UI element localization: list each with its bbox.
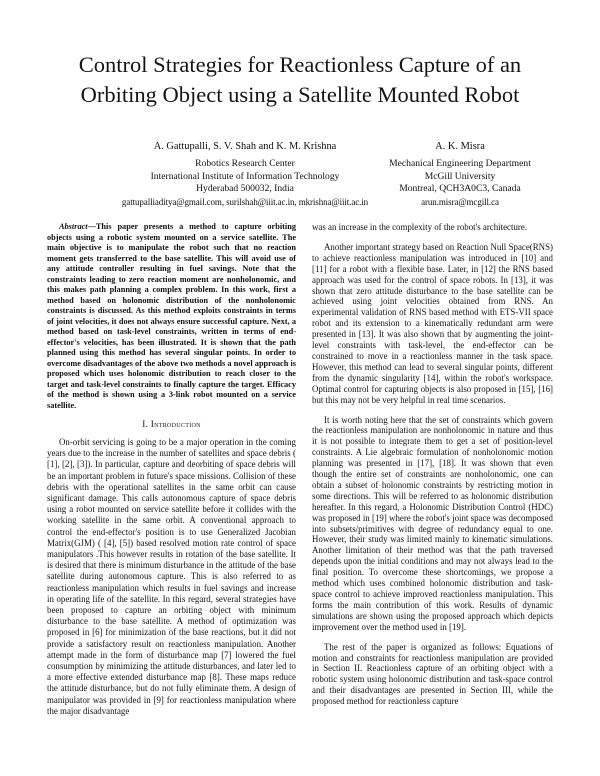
affiliation-line: Mechanical Engineering Department — [389, 157, 531, 169]
paragraph: It is worth noting here that the set of constraints which govern the reactionless manipulation are nonholonomic in nature and thus it is not possible to integrate them to get a set of position-level constraints. A Lie algebraic formulation of nonholonomic motion planning was presented in [17], [18]. It was shown that even though the entire set of constraints are nonholonomic, one can obtain a subset of holonomic constraints by restricting motion in some directions. This will be referred to as holonomic distribution hereafter. In this regard, a Holonomic Distribution Control (HDC) was proposed in [19] where the robot's joint space was decomposed into subsets/primitives with degree of redundancy equal to one. However, their study was limited mainly to kinematic simulations. Another limitation of their method was that the path traversed depends upon the initial conditions and may not always lead to the final position. To overcome these shortcomings, we propose a method which uses combined holonomic distribution and task-space control to achieve improved reactionless manipulation. This forms the main contribution of this work. Results of dynamic simulations are shown using the proposed approach which depicts improvement over the method used in [19]. — [312, 414, 553, 632]
author-email: gattupalliaditya@gmail.com, surilshah@iiit.ac.in, mkrishna@iiit.ac.in — [121, 197, 369, 208]
abstract-text: —This paper presents a method to capture orbiting objects using a robotic system mounted on a service satellite. The main objective is to manipulate the robot such that no reaction moment gets transferred to the base satellite. This will avoid use of any attitude controller resulting in fuel savings. Note that the constraints leading to zero reaction moment are nonholonomic, and this makes path planning a complex problem. In this work, first a method based on holonomic distribution of the nonholonomic constraints is discussed. As this method exploits constraints in terms of joint velocities, it does not always ensure successful capture. Next, a method based on task-level constraints, written in terms of end-effector's velocities, has been illustrated. It is shown that the path planned using this method has several singular points. In order to overcome disadvantages of the above two methods a novel approach is proposed which uses holonomic distribution to reach closer to the target and task-level constraints to finally capture the target. Efficacy of the method is shown using a 3-link robot mounted on a service satellite. — [47, 222, 296, 410]
paragraph: was an increase in the complexity of the robot's architecture. — [312, 222, 528, 232]
author-block-mcgill — [370, 141, 550, 209]
right-column — [312, 222, 553, 707]
affiliation-line: Montreal, QCH3A0C3, Canada — [399, 183, 521, 195]
abstract — [47, 222, 296, 411]
author-email: arun.misra@mcgill.ca — [421, 197, 499, 208]
paragraph: On-orbit servicing is going to be a major operation in the coming years due to the increase in the number of satellites and space debris ( [1], [2], [3]). In particular, capture and deorbiting of space debris will be an important problem in future's space missions. Collision of these debris with the operational satellites in the same orbit can cause significant damage. This calls autonomous capture of space debris using a robot mounted on service satellite before it collides with the working satellite in the same orbit. A conventional approach to control the end-effector's position is to use Generalized Jacobian Matrix(GJM) ( [4], [5]) based resolved motion rate control of space manipulators .This however results in rotation of the base satellite. It is desired that there is minimum disturbance in the attitude of the base satellite during autonomous capture. This is also referred to as reactionless manipulation which results in fuel savings and increase in operating life of the satellite. In this regard, several strategies have been proposed to capture an orbiting object with minimum disturbance to the base satellite. A method of optimization was proposed in [6] for minimization of the base reactions, but it did not provide a satisfactory result on reactionless manipulation. Another attempt made in the form of disturbance map [7] lowered the fuel consumption by minimizing the attitude disturbances, and later led to a more effective extended disturbance map [8]. These maps reduce the attitude disturbance, but do not fully eliminate them. A design of manipulator was provided in [9] for reactionless manipulation where the major disadvantage — [47, 436, 296, 716]
affiliation-line: Robotics Research Center — [195, 157, 295, 169]
abstract-lead: Abstract — [59, 222, 88, 231]
paragraph: Another important strategy based on Reaction Null Space(RNS) to achieve reactionless manipulation was introduced in [10] and [11] for a robot with a flexible base. Later, in [12] the RNS based approach was used for the control of space robots. In [13], it was shown that zero attitude disturbance to the base satellite can be achieved using joint velocities obtained from RNS. An experimental validation of RNS based method with ETS-VII space robot and its extension to a kinematically redundant arm were presented in [13]. It was also shown that by augmenting the joint-level constraints with task-level, the end-effector can be constrained to move in a reactionless manner in the task space. However, this method can lead to several singular points, different from the dynamic singularity [14], within the robot's workspace. Optimal control for capturing objects is also proposed in [15], [16] but this may not be very helpful in real time scenarios. — [312, 241, 553, 405]
author-names: A. Gattupalli, S. V. Shah and K. M. Krishna — [153, 141, 337, 152]
section-heading-introduction: I. Introduction — [142, 419, 201, 429]
paper-title: Control Strategies for Reactionless Capture of an Orbiting Object using a Satellite Mounted Robot — [78, 52, 522, 107]
affiliation-line: Hyderabad 500032, India — [196, 183, 294, 195]
left-column — [47, 222, 296, 717]
affiliation-line: McGill University — [424, 170, 496, 182]
author-names: A. K. Misra — [435, 141, 485, 152]
author-block-iiit — [95, 141, 395, 209]
paragraph: The rest of the paper is organized as follows: Equations of motion and constraints for reactionless manipulation are provided in Section II. Reactionless capture of an orbiting object with a robotic system using holonomic distribution and task-space control and their disadvantages are presented in Section III, while the proposed method for reactionless capture — [312, 641, 553, 707]
affiliation-line: International Institute of Information Technology — [150, 170, 340, 182]
